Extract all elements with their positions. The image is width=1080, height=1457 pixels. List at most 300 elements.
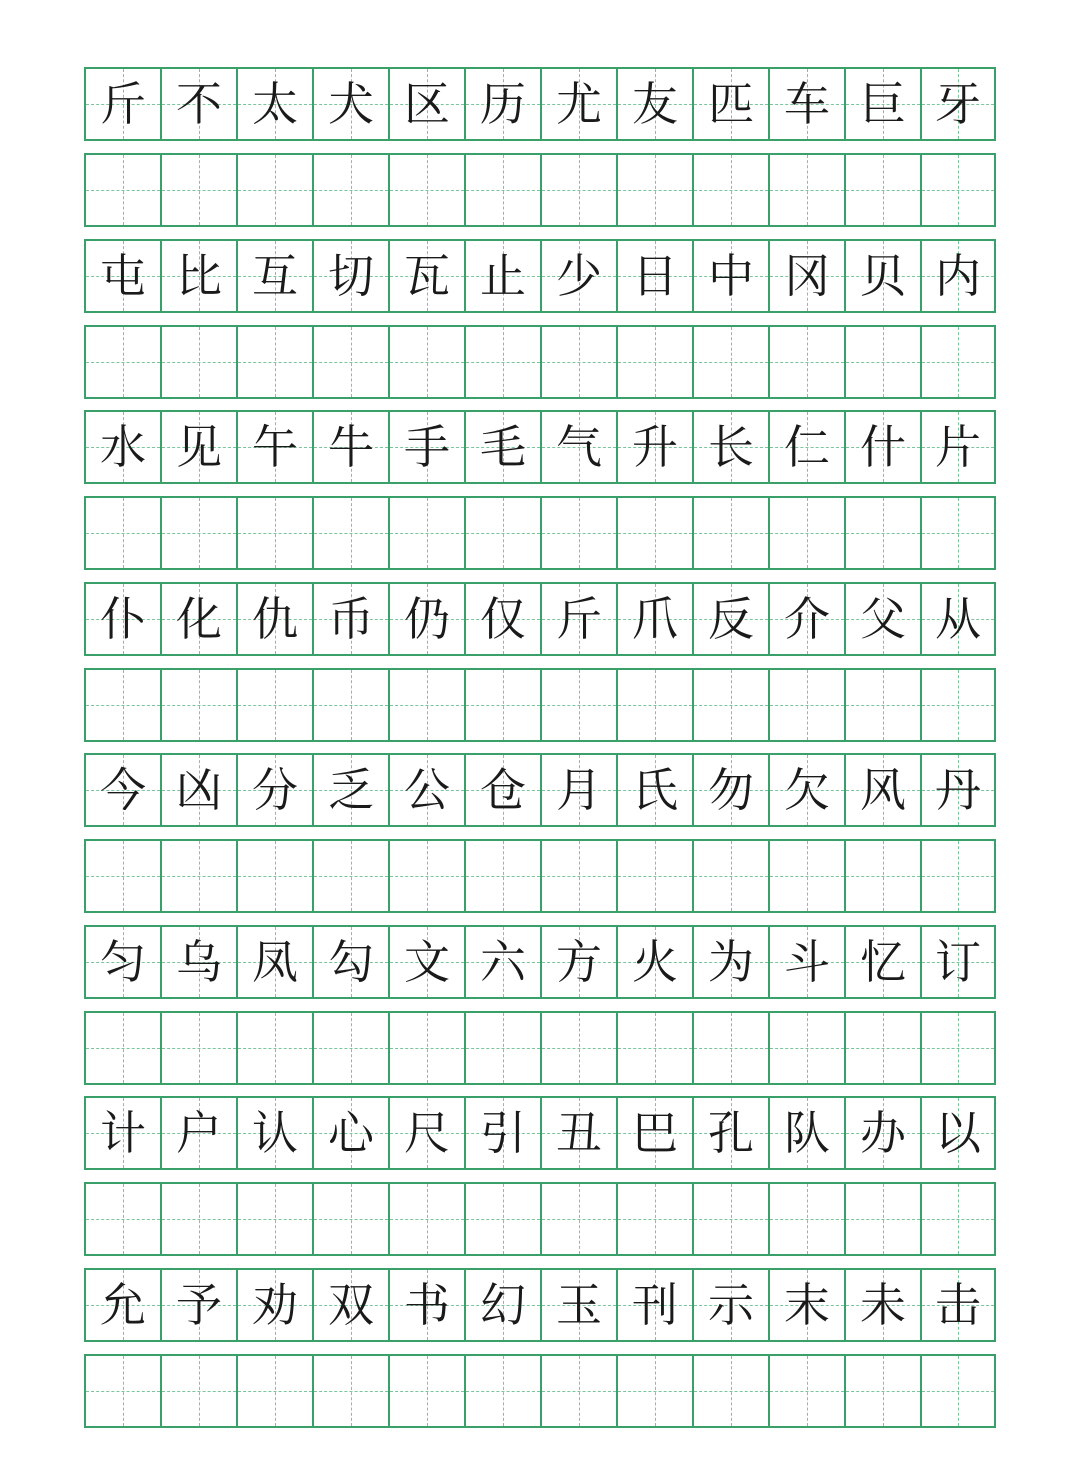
- model-character: 双: [328, 1278, 374, 1332]
- practice-cell: [464, 839, 540, 913]
- model-character: 未: [860, 1278, 906, 1332]
- practice-cell: [388, 325, 464, 399]
- character-cell: [616, 239, 692, 313]
- model-character: 斗: [784, 935, 830, 989]
- character-cell: [768, 582, 844, 656]
- practice-cell: [692, 1354, 768, 1428]
- character-cell: [84, 582, 160, 656]
- model-character: 爪: [632, 592, 678, 646]
- practice-cell: [236, 839, 312, 913]
- practice-cell: [540, 839, 616, 913]
- practice-cell: [464, 1011, 540, 1085]
- character-cell: [236, 753, 312, 827]
- practice-cell: [616, 325, 692, 399]
- character-cell: [160, 925, 236, 999]
- practice-cell: [768, 153, 844, 227]
- character-cell: [84, 410, 160, 484]
- practice-cell: [160, 1011, 236, 1085]
- character-cell: [160, 67, 236, 141]
- practice-cell: [540, 1182, 616, 1256]
- practice-cell: [768, 668, 844, 742]
- character-cell: [920, 925, 996, 999]
- practice-cell: [920, 325, 996, 399]
- character-cell: [540, 1096, 616, 1170]
- character-cell: [388, 1096, 464, 1170]
- practice-cell: [692, 1011, 768, 1085]
- model-character: 队: [784, 1106, 830, 1160]
- model-character: 车: [784, 77, 830, 131]
- character-cell: [768, 1096, 844, 1170]
- practice-cell: [768, 496, 844, 570]
- character-cell: [768, 753, 844, 827]
- practice-cell: [920, 1354, 996, 1428]
- model-character: 从: [935, 592, 981, 646]
- model-character: 尺: [404, 1106, 450, 1160]
- character-cell: [844, 582, 920, 656]
- character-cell: [844, 925, 920, 999]
- model-character: 尤: [556, 77, 602, 131]
- practice-cell: [844, 1011, 920, 1085]
- character-cell: [84, 239, 160, 313]
- model-character: 仅: [480, 592, 526, 646]
- character-cell: [920, 1096, 996, 1170]
- character-cell: [616, 582, 692, 656]
- character-cell: [692, 925, 768, 999]
- model-character: 牙: [935, 77, 981, 131]
- practice-cell: [388, 1354, 464, 1428]
- model-character: 办: [860, 1106, 906, 1160]
- practice-cell: [768, 1011, 844, 1085]
- practice-cell: [160, 325, 236, 399]
- model-character: 火: [632, 935, 678, 989]
- practice-cell: [768, 839, 844, 913]
- character-row: [84, 239, 996, 313]
- practice-cell: [312, 325, 388, 399]
- character-cell: [692, 410, 768, 484]
- character-cell: [464, 582, 540, 656]
- model-character: 劝: [252, 1278, 298, 1332]
- character-cell: [84, 1268, 160, 1342]
- model-character: 片: [935, 420, 981, 474]
- practice-cell: [616, 839, 692, 913]
- character-cell: [236, 239, 312, 313]
- model-character: 幻: [480, 1278, 526, 1332]
- model-character: 以: [935, 1106, 981, 1160]
- model-character: 六: [480, 935, 526, 989]
- model-character: 手: [404, 420, 450, 474]
- model-character: 仇: [252, 592, 298, 646]
- model-character: 订: [935, 935, 981, 989]
- character-cell: [616, 67, 692, 141]
- character-cell: [844, 1096, 920, 1170]
- practice-cell: [160, 153, 236, 227]
- model-character: 内: [935, 249, 981, 303]
- model-character: 反: [708, 592, 754, 646]
- model-character: 巨: [860, 77, 906, 131]
- model-character: 屯: [100, 249, 146, 303]
- character-cell: [540, 239, 616, 313]
- model-character: 父: [860, 592, 906, 646]
- character-cell: [160, 410, 236, 484]
- practice-cell: [616, 668, 692, 742]
- model-character: 凤: [252, 935, 298, 989]
- model-character: 予: [176, 1278, 222, 1332]
- model-character: 乌: [176, 935, 222, 989]
- model-character: 仆: [100, 592, 146, 646]
- character-row: [84, 753, 996, 827]
- character-cell: [312, 67, 388, 141]
- model-character: 切: [328, 249, 374, 303]
- practice-cell: [920, 1182, 996, 1256]
- practice-cell: [84, 325, 160, 399]
- model-character: 友: [632, 77, 678, 131]
- practice-cell: [464, 496, 540, 570]
- model-character: 书: [404, 1278, 450, 1332]
- character-cell: [768, 925, 844, 999]
- character-cell: [844, 239, 920, 313]
- model-character: 乏: [328, 763, 374, 817]
- practice-row: [84, 153, 996, 227]
- practice-cell: [312, 153, 388, 227]
- character-cell: [616, 753, 692, 827]
- model-character: 瓦: [404, 249, 450, 303]
- character-cell: [540, 582, 616, 656]
- character-cell: [236, 582, 312, 656]
- character-cell: [312, 410, 388, 484]
- practice-cell: [844, 668, 920, 742]
- practice-cell: [388, 839, 464, 913]
- practice-cell: [84, 1182, 160, 1256]
- character-cell: [84, 753, 160, 827]
- model-character: 牛: [328, 420, 374, 474]
- practice-cell: [920, 1011, 996, 1085]
- character-cell: [160, 582, 236, 656]
- practice-cell: [692, 496, 768, 570]
- model-character: 中: [708, 249, 754, 303]
- character-cell: [160, 239, 236, 313]
- character-cell: [236, 67, 312, 141]
- model-character: 贝: [860, 249, 906, 303]
- character-cell: [692, 67, 768, 141]
- practice-row: [84, 1354, 996, 1428]
- character-cell: [768, 1268, 844, 1342]
- character-row: [84, 1096, 996, 1170]
- practice-cell: [692, 1182, 768, 1256]
- model-character: 化: [176, 592, 222, 646]
- model-character: 引: [480, 1106, 526, 1160]
- model-character: 太: [252, 77, 298, 131]
- practice-cell: [844, 325, 920, 399]
- character-cell: [540, 67, 616, 141]
- character-row: [84, 1268, 996, 1342]
- model-character: 勾: [328, 935, 374, 989]
- model-character: 斤: [100, 77, 146, 131]
- character-cell: [388, 239, 464, 313]
- character-cell: [312, 239, 388, 313]
- practice-cell: [920, 839, 996, 913]
- model-character: 历: [480, 77, 526, 131]
- model-character: 日: [632, 249, 678, 303]
- character-cell: [236, 1096, 312, 1170]
- practice-cell: [84, 496, 160, 570]
- model-character: 允: [100, 1278, 146, 1332]
- model-character: 文: [404, 935, 450, 989]
- model-character: 犬: [328, 77, 374, 131]
- practice-cell: [920, 668, 996, 742]
- practice-cell: [540, 1354, 616, 1428]
- practice-cell: [388, 668, 464, 742]
- practice-cell: [920, 496, 996, 570]
- practice-cell: [464, 668, 540, 742]
- character-cell: [312, 1096, 388, 1170]
- character-cell: [464, 1096, 540, 1170]
- model-character: 欠: [784, 763, 830, 817]
- character-cell: [464, 925, 540, 999]
- character-cell: [312, 1268, 388, 1342]
- character-cell: [920, 67, 996, 141]
- practice-cell: [84, 1354, 160, 1428]
- character-cell: [464, 1268, 540, 1342]
- practice-cell: [616, 153, 692, 227]
- practice-cell: [692, 325, 768, 399]
- model-character: 示: [708, 1278, 754, 1332]
- model-character: 勿: [708, 763, 754, 817]
- practice-cell: [388, 153, 464, 227]
- character-cell: [464, 67, 540, 141]
- model-character: 击: [935, 1278, 981, 1332]
- practice-cell: [312, 839, 388, 913]
- character-cell: [616, 1096, 692, 1170]
- character-cell: [920, 582, 996, 656]
- practice-row: [84, 1011, 996, 1085]
- practice-cell: [616, 1011, 692, 1085]
- model-character: 止: [480, 249, 526, 303]
- model-character: 仍: [404, 592, 450, 646]
- character-cell: [84, 1096, 160, 1170]
- practice-cell: [540, 325, 616, 399]
- character-cell: [388, 753, 464, 827]
- practice-cell: [616, 496, 692, 570]
- practice-row: [84, 668, 996, 742]
- practice-cell: [844, 153, 920, 227]
- practice-cell: [160, 839, 236, 913]
- character-cell: [312, 925, 388, 999]
- practice-cell: [540, 1011, 616, 1085]
- practice-cell: [236, 1354, 312, 1428]
- character-cell: [616, 925, 692, 999]
- model-character: 户: [176, 1106, 222, 1160]
- model-character: 午: [252, 420, 298, 474]
- character-cell: [236, 925, 312, 999]
- model-character: 公: [404, 763, 450, 817]
- character-cell: [844, 753, 920, 827]
- character-cell: [388, 67, 464, 141]
- character-cell: [388, 410, 464, 484]
- model-character: 长: [708, 420, 754, 474]
- practice-cell: [540, 668, 616, 742]
- practice-cell: [236, 1182, 312, 1256]
- character-cell: [920, 753, 996, 827]
- character-cell: [692, 1268, 768, 1342]
- character-cell: [920, 1268, 996, 1342]
- character-cell: [464, 239, 540, 313]
- character-row: [84, 925, 996, 999]
- practice-cell: [616, 1354, 692, 1428]
- practice-cell: [768, 1182, 844, 1256]
- practice-cell: [540, 496, 616, 570]
- model-character: 升: [632, 420, 678, 474]
- model-character: 孔: [708, 1106, 754, 1160]
- model-character: 仓: [480, 763, 526, 817]
- model-character: 币: [328, 592, 374, 646]
- practice-cell: [160, 668, 236, 742]
- practice-cell: [312, 1182, 388, 1256]
- model-character: 气: [556, 420, 602, 474]
- model-character: 今: [100, 763, 146, 817]
- practice-cell: [312, 1011, 388, 1085]
- practice-cell: [844, 1354, 920, 1428]
- model-character: 不: [176, 77, 222, 131]
- practice-cell: [160, 1182, 236, 1256]
- practice-cell: [768, 1354, 844, 1428]
- model-character: 玉: [556, 1278, 602, 1332]
- practice-cell: [768, 325, 844, 399]
- practice-cell: [388, 496, 464, 570]
- model-character: 少: [556, 249, 602, 303]
- practice-cell: [84, 839, 160, 913]
- practice-cell: [312, 496, 388, 570]
- model-character: 比: [176, 249, 222, 303]
- model-character: 风: [860, 763, 906, 817]
- model-character: 分: [252, 763, 298, 817]
- model-character: 刊: [632, 1278, 678, 1332]
- character-cell: [768, 67, 844, 141]
- practice-cell: [236, 153, 312, 227]
- character-cell: [768, 410, 844, 484]
- practice-cell: [236, 668, 312, 742]
- practice-cell: [692, 153, 768, 227]
- practice-cell: [464, 153, 540, 227]
- practice-row: [84, 325, 996, 399]
- character-cell: [692, 239, 768, 313]
- character-row: [84, 410, 996, 484]
- model-character: 方: [556, 935, 602, 989]
- character-cell: [768, 239, 844, 313]
- model-character: 仁: [784, 420, 830, 474]
- character-cell: [160, 1096, 236, 1170]
- model-character: 冈: [784, 249, 830, 303]
- character-cell: [312, 582, 388, 656]
- model-character: 凶: [176, 763, 222, 817]
- character-cell: [236, 410, 312, 484]
- character-cell: [160, 1268, 236, 1342]
- character-cell: [464, 410, 540, 484]
- model-character: 巴: [632, 1106, 678, 1160]
- character-cell: [616, 1268, 692, 1342]
- character-cell: [692, 582, 768, 656]
- practice-cell: [312, 668, 388, 742]
- model-character: 互: [252, 249, 298, 303]
- practice-cell: [540, 153, 616, 227]
- character-cell: [84, 925, 160, 999]
- character-cell: [844, 67, 920, 141]
- practice-cell: [388, 1011, 464, 1085]
- character-cell: [540, 925, 616, 999]
- model-character: 匹: [708, 77, 754, 131]
- model-character: 心: [328, 1106, 374, 1160]
- practice-cell: [844, 496, 920, 570]
- character-cell: [844, 410, 920, 484]
- model-character: 毛: [480, 420, 526, 474]
- character-cell: [540, 1268, 616, 1342]
- character-cell: [540, 753, 616, 827]
- character-cell: [388, 925, 464, 999]
- practice-row: [84, 496, 996, 570]
- character-cell: [388, 582, 464, 656]
- practice-cell: [920, 153, 996, 227]
- model-character: 氏: [632, 763, 678, 817]
- practice-row: [84, 1182, 996, 1256]
- character-cell: [540, 410, 616, 484]
- practice-cell: [160, 496, 236, 570]
- practice-cell: [84, 668, 160, 742]
- character-cell: [692, 753, 768, 827]
- character-cell: [616, 410, 692, 484]
- practice-cell: [388, 1182, 464, 1256]
- character-cell: [84, 67, 160, 141]
- model-character: 忆: [860, 935, 906, 989]
- model-character: 斤: [556, 592, 602, 646]
- model-character: 见: [176, 420, 222, 474]
- model-character: 计: [100, 1106, 146, 1160]
- model-character: 丹: [935, 763, 981, 817]
- model-character: 什: [860, 420, 906, 474]
- character-cell: [464, 753, 540, 827]
- practice-row: [84, 839, 996, 913]
- model-character: 丑: [556, 1106, 602, 1160]
- character-row: [84, 67, 996, 141]
- character-row: [84, 582, 996, 656]
- practice-cell: [236, 1011, 312, 1085]
- character-cell: [920, 410, 996, 484]
- practice-cell: [844, 839, 920, 913]
- character-cell: [920, 239, 996, 313]
- practice-cell: [236, 325, 312, 399]
- practice-cell: [236, 496, 312, 570]
- model-character: 末: [784, 1278, 830, 1332]
- practice-cell: [464, 1182, 540, 1256]
- practice-cell: [160, 1354, 236, 1428]
- model-character: 介: [784, 592, 830, 646]
- model-character: 水: [100, 420, 146, 474]
- practice-cell: [464, 1354, 540, 1428]
- model-character: 月: [556, 763, 602, 817]
- character-cell: [312, 753, 388, 827]
- practice-cell: [616, 1182, 692, 1256]
- character-cell: [692, 1096, 768, 1170]
- model-character: 认: [252, 1106, 298, 1160]
- practice-cell: [844, 1182, 920, 1256]
- practice-cell: [84, 1011, 160, 1085]
- model-character: 区: [404, 77, 450, 131]
- model-character: 匀: [100, 935, 146, 989]
- practice-cell: [692, 668, 768, 742]
- practice-cell: [692, 839, 768, 913]
- model-character: 为: [708, 935, 754, 989]
- character-cell: [844, 1268, 920, 1342]
- practice-cell: [84, 153, 160, 227]
- character-cell: [160, 753, 236, 827]
